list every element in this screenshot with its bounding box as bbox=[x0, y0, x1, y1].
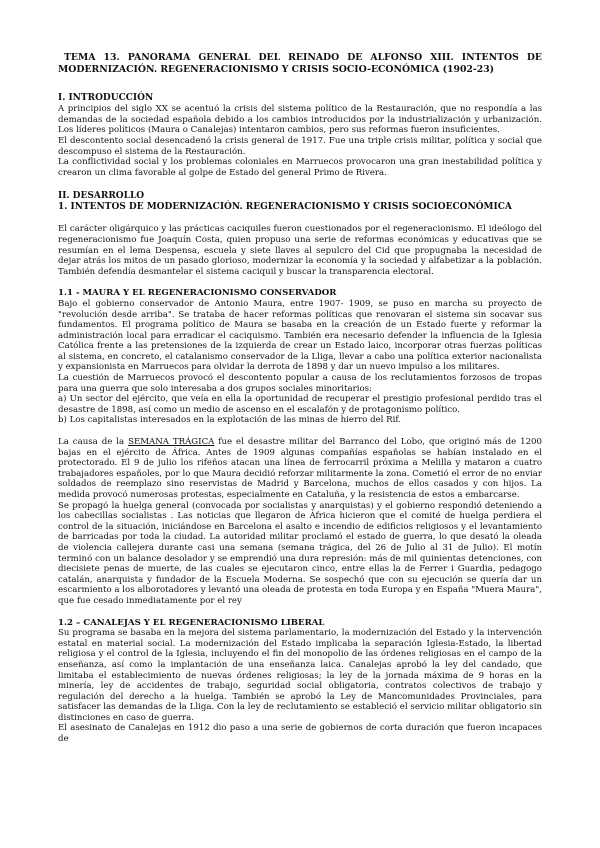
maura-paragraph-1: Bajo el gobierno conservador de Antonio Maura, entre 1907- 1909, se puso en marcha su proyecto de "revolución desde arriba". Se trataba de hacer reformas políticas que renovaran el sistema sin socavar sus fundamentos. El programa político de Maura se basaba en la creación de un Estado fuerte y reformar la administración local para erradicar el caciquismo. También era necesario defender la influencia de la Iglesia Católica frente a las pretensiones de la izquierda de crear un Estado laico, incorporar otras fuerzas políticas al sistema, en concreto, el catalanismo conservador de la Lliga, llevar a cabo una política exterior nacionalista y expansionista en Marruecos para olvidar la derrota de 1898 y dar un nuevo impulso a los militares. bbox=[58, 298, 542, 373]
semana-tragica-lead: La causa de la bbox=[58, 437, 129, 448]
document-title: TEMA 13. PANORAMA GENERAL DEL REINADO DE ALFONSO XIII. INTENTOS DE MODERNIZACIÓN. REGENERACIONISMO Y CRISIS SOCIO-ECONÓMICA (1902-23) bbox=[58, 52, 542, 75]
canalejas-paragraph-2: El asesinato de Canalejas en 1912 dio paso a una serie de gobiernos de corta duración que fueron incapaces de bbox=[58, 723, 542, 745]
intro-paragraph-3: La conflictividad social y los problemas coloniales en Marruecos provocaron una gran inestabilidad política y crearon un clima favorable al golpe de Estado del general Primo de Rivera. bbox=[58, 157, 542, 178]
intro-paragraph-1: A principios del siglo XX se acentuó la crisis del sistema político de la Restauración, que no respondía a las demandas de la sociedad española debido a los cambios introducidos por la industrialización y urbanización. Los líderes políticos (Maura o Canalejas) intentaron cambios, pero sus reformas fueron insuficientes. bbox=[58, 104, 542, 136]
intro-paragraph-2: El descontento social desencadenó la crisis general de 1917. Fue una triple crisis militar, política y social que descompuso el sistema de la Restauración. bbox=[58, 135, 542, 157]
canalejas-heading: 1.2 – CANALEJAS Y EL REGENERACIONISMO LIBERAL bbox=[58, 617, 325, 628]
semana-tragica-rest: fue el desastre militar del Barranco del Lobo, que originó más de 1200 bajas en el ejército de África. Antes de 1909 algunas compañías españolas se habían instalado en el protectorado. El 9 de julio los rifeños atacan una línea de ferrocarril próxima a Melilla y mataron a cuatro trabajadores españoles, por lo que Maura decidió reforzar militarmente la zona. Cometió el error de no enviar soldados de reemplazo sino reservistas de Madrid y Barcelona, muchos de ellos casados y con hijos. La medida provocó numerosas protestas, especialmente en Cataluña, y la resistencia de estos a embarcarse. bbox=[58, 437, 542, 500]
desarrollo-subheading: 1. INTENTOS DE MODERNIZACIÓN. REGENERACIONISMO Y CRISIS SOCIOECONÓMICA bbox=[58, 202, 512, 213]
maura-paragraph-3: a) Un sector del ejército, que veía en ella la oportunidad de recuperar el prestigio profesional perdido tras el desastre de 1898, así como un medio de ascenso en el escalafón y de protagonismo político. bbox=[58, 394, 542, 415]
intro-heading: I. INTRODUCCIÓN bbox=[58, 93, 154, 104]
semana-tragica-term: SEMANA TRÁGICA bbox=[128, 437, 215, 448]
maura-paragraph-6: Se propagó la huelga general (convocada por socialistas y anarquistas) y el gobierno respondió deteniendo a los cabecillas socialistas . Las noticias que llegaron de África hicieron que el comité de huelga perdiera el control de la situación, iniciándose en Barcelona el asalto e incendio de edificios religiosos y el levantamiento de barricadas por toda la ciudad. La autoridad militar proclamó el estado de guerra, lo que desató la oleada de violencia callejera durante casi una semana (semana trágica, del 26 de Julio al 31 de Julio). El motín terminó con un balance desolador y se emprendió una dura represión: más de mil quinientas detenciones, con diecisiete penas de muerte, de las cuales se ejecutaron cinco, entre ellas la de Ferrer i Guardia, pedagogo catalán, anarquista y fundador de la Escuela Moderna. Se sospechó que con su ejecución se quería dar un escarmiento a los alborotadores y levantó una oleada de protesta en toda Europa y en España "Muera Maura", que fue cesado inmediatamente por el rey bbox=[58, 500, 542, 606]
desarrollo-heading: II. DESARROLLO bbox=[58, 191, 145, 202]
maura-paragraph-2: La cuestión de Marruecos provocó el descontento popular a causa de los reclutamientos forzosos de tropas para una guerra que solo interesaba a dos grupos sociales minoritarios: bbox=[58, 373, 542, 394]
maura-heading: 1.1 - MAURA Y EL REGENERACIONISMO CONSERVADOR bbox=[58, 288, 337, 299]
maura-paragraph-4: b) Los capitalistas interesados en la explotación de las minas de hierro del Rif. bbox=[58, 415, 401, 426]
semana-tragica-paragraph bbox=[58, 437, 542, 501]
desarrollo-paragraph-1: El carácter oligárquico y las prácticas caciquiles fueron cuestionados por el regeneracionismo. El ideólogo del regeneracionismo fue Joaquín Costa, quien propuso una serie de reformas económicas y educativas que se resumían en el lema Despensa, escuela y siete llaves al sepulcro del Cid que propugnaba la necesidad de dejar atrás los mitos de un pasado glorioso, modernizar la economía y la sociedad y alfabetizar a la población. También defendía desmantelar el sistema caciquil y buscar la transparencia electoral. bbox=[58, 224, 542, 277]
canalejas-paragraph-1: Su programa se basaba en la mejora del sistema parlamentario, la modernización del Estado y la intervención estatal en material social. La modernización del Estado implicaba la separación Iglesia-Estado, la libertad religiosa y el control de la Iglesia, incluyendo el fin del monopolio de las órdenes religiosas en el campo de la enseñanza, así como la implantación de una enseñanza laica. Canalejas aprobó la ley del candado, que limitaba el establecimiento de nuevas órdenes religiosas; la ley de la jornada máxima de 9 horas en la minería, ley de accidentes de trabajo, seguridad social obligatoria, contratos colectivos de trabajo y regulación del derecho a la huelga. También se aprobó la Ley de Mancomunidades Provinciales, para satisfacer las demandas de la Lliga. Con la ley de reclutamiento se estableció el servicio militar obligatorio sin distinciones en caso de guerra. bbox=[58, 628, 542, 723]
